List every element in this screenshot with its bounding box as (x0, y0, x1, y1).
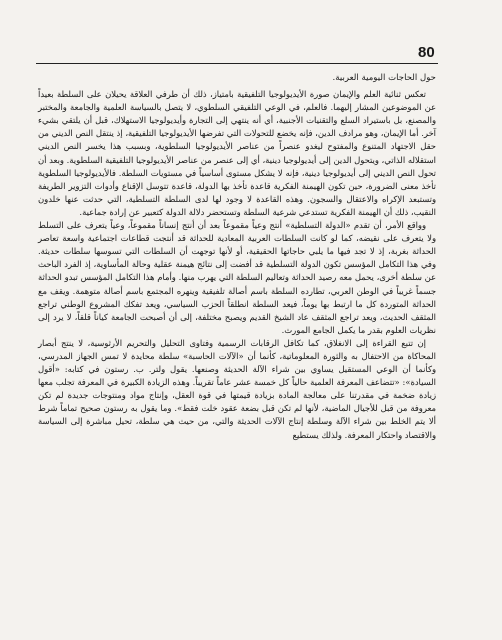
header-rule (36, 63, 438, 64)
page-content (38, 72, 436, 442)
paragraph: إن تتبع القراءة إلى الانغلاق، كما تكافل الرقابات الرسمية وفتاوى التحليل والتحريم الأرثوسية، لا ينتج أبصار المحاكاة من الاحتفال به والثورة المعلوماتية، كأنما أن «الآلات الحاسبة» سلطة محايدة لا تمس الجهاز المدرسي، وكأنما أن الوعي المستقيل يساوي بين شراء الآلة الحديثة وصنعها. يقول ولتر. ب. رستون في كتابه: «أقول السيادة»: «تتضاعف المعرفة العلمية حالياً كل خمسة عشر عاماً تقريباً. وهذه الزيادة الكبيرة في المعرفة تجلب معها زيادة ضخمة في مقدرتنا على معالجة المادة بزيادة قيمتها في قوة العقل، وإنتاج مواد ومنتوجات جديدة لم تكن معروفة من قبل للأجيال الماضية، لأنها لم تكن قبل بضعة عقود خلت فقط». وما يقول به رستون صحيح تماماً شرط ألا يتم الخلط بين شراء الآلة وسلطة إنتاج الآلات الحديثة والتي، من حيث هي سلطة، تحيل مباشرة إلى السياسة والاقتصاد واحتكار المعرفة. ولذلك يستطيع (38, 337, 436, 440)
page-number: 80 (418, 44, 435, 61)
section-heading: حول الحاجات اليومية العربية. (332, 73, 436, 83)
paragraph: وواقع الأمر، أن تقدم «الدولة التسلطية» أنتج وعياً مقموعاً بعد أن أنتج إنساناً مقموعاً، وعياً يتعرف على التسلط ولا يتعرف على نقيضه، كما لو كانت السلطات العربية المعادية للحداثة قد أنتجت قطاعات اجتماعية واسعة تعاصر الحداثة بغربة، إذ لا تجد فيها ما يلبي حاجاتها الحقيقية، أو لأنها توجهت أن السلطات التي تسوسها سلطات حديثة. وفي هذا التكامل المؤسس تكون الدولة التسلطية قد أفضت إلى نتائج هيمنة عقلية وحالة المأساوية، إذ الفرد الباحث عن سلطة أخرى، يحمل معه رصيد الحداثة وتعاليم السلطة التي يهرب منها. وأمام هذا التكامل المؤسس تبدو الحداثة جسماً غريباً في الوطن العربي، تطارده السلطة باسم أصالة تلفيقية وينهره المجتمع باسم أصالة متوهمة. ويقف مع الحداثة المتوردة كل ما ارتبط بها يوماً، فيعد السلطة انطلقاً الحزب السياسي، ويعد تفكك المشروع الوطني تراجع المثقف الحديث، ويعد تراجع المثقف عاد الشيخ القديم ويصبح مختلفة، إلى أن أصبحت الجامعة كياناً قلقاً، لا يرد إلى نظريات العلوم بقدر ما يكمل الجامع المورث. (38, 220, 436, 335)
paragraph: تعكس ثنائية العلم والإيمان صورة الأيديولوجيا التلفيقية بامتياز، ذلك أن طرفي العلاقة يحيلان على السلطة بعيداً عن الموضوعين المشار إليهما. فالعلم، في الوعي التلفيقي السلطوي، لا يتصل بالسياسة العلمية والجامعة والمختبر والمصنع، بل باستيراد السلع والتقنيات الأجنبية، أي أنه ينتهي إلى التجارة وأيديولوجيا الاستهلاك، قبل أن يلتقي بشيء آخر. أما الإيمان، وهو مرادف الدين، فإنه يخضع للتحولات التي تفرضها الأيديولوجيا التلفيقية، إذ ينتقل النص الديني من حقل الاجتهاد المتنوع والمفتوح ليغدو عنصراً من عناصر الأيديولوجيا السلطوية، وبسبب هذا يخسر النص الديني استقلاله الذاتي، ويتحول الدين إلى أيديولوجيا دينية، أي إلى عنصر من عناصر الأيديولوجيا التلفيقية السلطوية. وبعد أن تحول النص الديني إلى أيديولوجيا دينية، فإنه لا يشكل مستوى أساسياً في مستويات السلطة. فالأيديولوجيا السلطوية تأخذ معنى الضرورة، حين تكون الهيمنة الفكرية قاعدة تأخذ بها الدولة، قاعدة تتوسل الإقناع وأدوات التزوير الطريفة وتستبعد الإكراه والاعتقال والسجون. وهذه القاعدة لا وجود لها لدى السلطة التسلطية، التي حدثت عنها خلدون النقيب، ذلك أن الهيمنة الفكرية تستدعي شرعية السلطة وتستحضر دلالة الدولة كتعبير عن إرادة جماعية. (38, 89, 436, 217)
